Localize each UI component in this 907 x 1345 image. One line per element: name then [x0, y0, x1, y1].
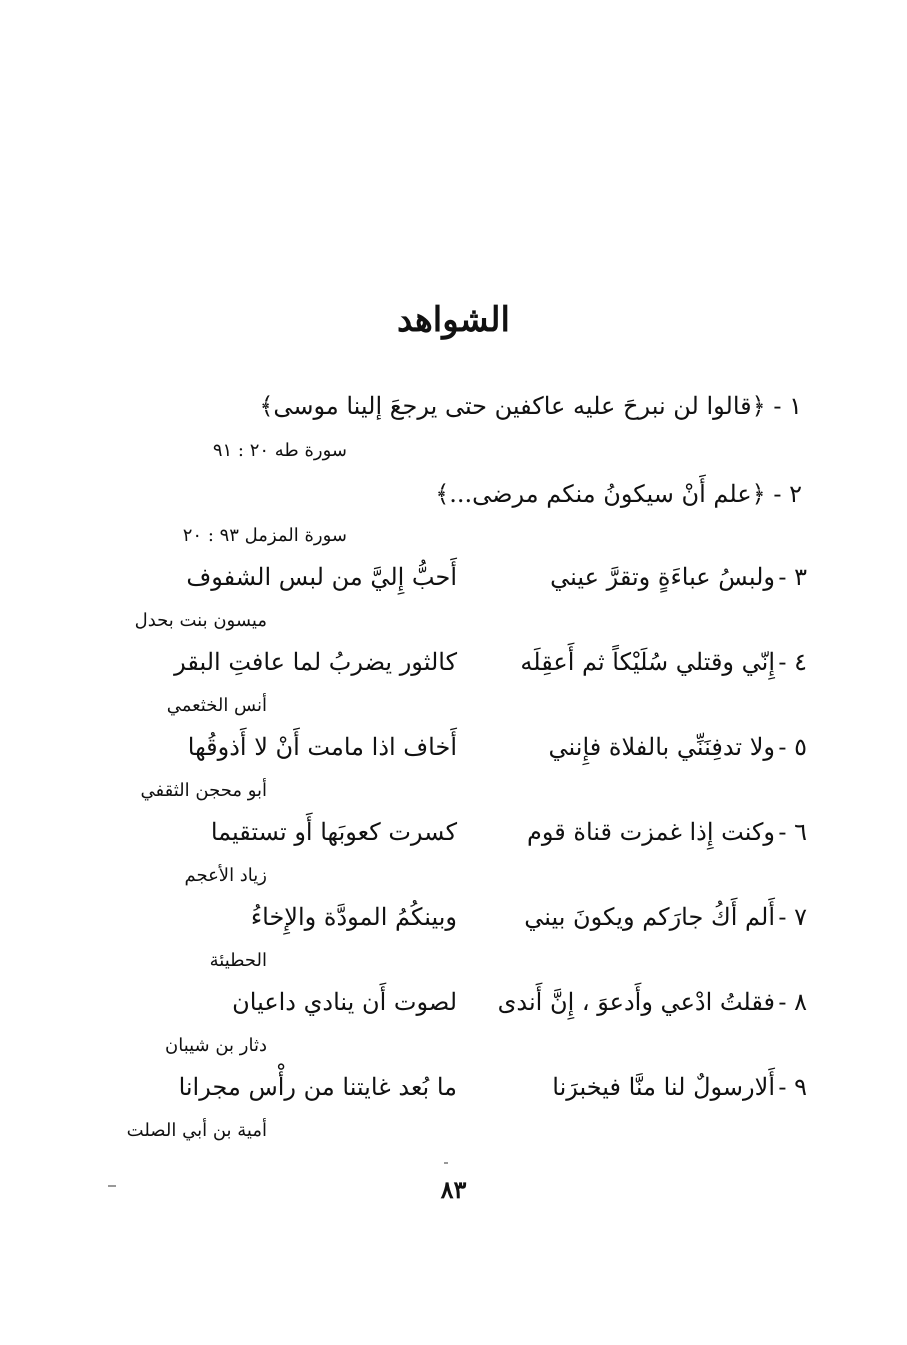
- citation-text: ﴿علم أَنْ سيكونُ منكم مرضى...﴾: [435, 480, 766, 508]
- first-hemistich: ولبسُ عباءَةٍ وتقرَّ عيني: [550, 563, 775, 591]
- verse-number: ٥ -: [778, 733, 807, 761]
- first-hemistich: إِنّي وقتلي سُلَيْكاً ثم أَعقِلَه: [520, 648, 775, 676]
- poet-name: ميسون بنت بحدل: [134, 610, 267, 631]
- verse-number: ٤ -: [778, 648, 807, 676]
- poet-name: زياد الأعجم: [184, 865, 267, 886]
- second-hemistich: كسرت كعوبَها أَو تستقيما: [210, 818, 457, 846]
- page-title: الشواهد: [397, 300, 510, 340]
- first-hemistich: أَلارسولٌ لنا منَّا فيخبرَنا: [552, 1073, 775, 1101]
- quran-citation-1: [182, 392, 802, 420]
- second-hemistich: وبينكُمُ المودَّة والإِخاءُ: [250, 903, 457, 931]
- verse-5: [0, 733, 907, 773]
- scan-speck: [444, 1162, 448, 1164]
- citation-text: ﴿قالوا لن نبرحَ عليه عاكفين حتى يرجعَ إلينا موسى﴾: [259, 392, 766, 420]
- citation-source: سورة المزمل ٩٣ : ٢٠: [182, 525, 347, 546]
- verse-number: ٨ -: [778, 988, 807, 1016]
- page-number: ٨٣: [440, 1175, 467, 1204]
- poet-name: دثار بن شيبان: [164, 1035, 267, 1056]
- poet-name: أمية بن أبي الصلت: [126, 1120, 267, 1141]
- second-hemistich: ما بُعد غايتنا من رأْس مجرانا: [178, 1073, 457, 1101]
- first-hemistich: وكنت إِذا غمزت قناة قوم: [527, 818, 775, 846]
- verse-4: [0, 648, 907, 688]
- citation-source: سورة طه ٢٠ : ٩١: [212, 440, 347, 461]
- second-hemistich: أَخاف اذا مامت أَنْ لا أَذوقُها: [187, 733, 457, 761]
- verse-8: [0, 988, 907, 1028]
- poet-name: أنس الخثعمي: [166, 695, 267, 716]
- second-hemistich: كالثور يضربُ لما عافتِ البقر: [174, 648, 457, 676]
- first-hemistich: فقلتُ ادْعي وأَدعوَ ، إِنَّ أَندى: [497, 988, 775, 1016]
- poet-name: أبو محجن الثقفي: [140, 780, 267, 801]
- verse-number: ٩ -: [778, 1073, 807, 1101]
- verse-number: ٦ -: [778, 818, 807, 846]
- verse-6: [0, 818, 907, 858]
- scan-speck: [108, 1185, 116, 1187]
- second-hemistich: لصوت أَن ينادي داعيان: [232, 988, 457, 1016]
- first-hemistich: أَلم أَكُ جارَكم ويكونَ بيني: [524, 903, 775, 931]
- poet-name: الحطيئة: [209, 950, 267, 971]
- quran-citation-2: [182, 480, 802, 508]
- verse-7: [0, 903, 907, 943]
- verse-number: ٣ -: [778, 563, 807, 591]
- verse-3: [0, 563, 907, 603]
- first-hemistich: ولا تدفِنَنِّي بالفلاة فإِنني: [548, 733, 775, 761]
- verse-9: [0, 1073, 907, 1113]
- citation-number: ٢ -: [773, 480, 802, 508]
- verse-number: ٧ -: [778, 903, 807, 931]
- citation-number: ١ -: [773, 392, 802, 420]
- second-hemistich: أَحبُّ إِليَّ من لبس الشفوف: [186, 563, 457, 591]
